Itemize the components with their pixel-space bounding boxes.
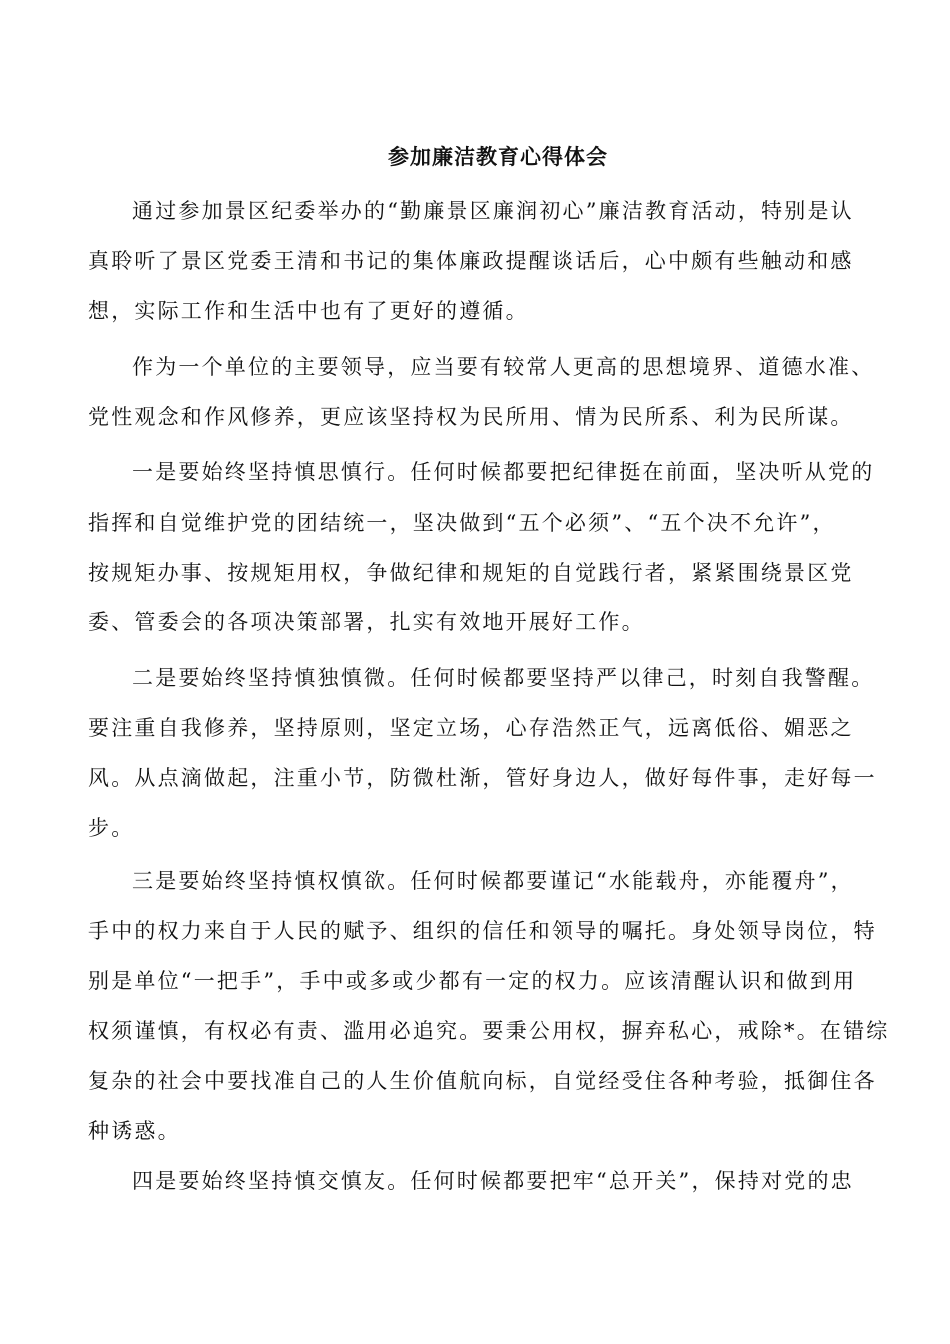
paragraph-6-line-1: 四是要始终坚持慎交慎友。任何时候都要把牢“总开关”，保持对党的忠 xyxy=(132,1169,854,1193)
paragraph-4-line-4: 步。 xyxy=(88,816,135,840)
paragraph-4-line-2: 要注重自我修养，坚持原则，坚定立场，心存浩然正气，远离低俗、媚恶之 xyxy=(88,716,854,740)
paragraph-4-line-1: 二是要始终坚持慎独慎微。任何时候都要坚持严以律己，时刻自我警醒。 xyxy=(132,666,875,690)
paragraph-3-line-4: 委、管委会的各项决策部署，扎实有效地开展好工作。 xyxy=(88,610,645,634)
paragraph-2-line-2: 党性观念和作风修养，更应该坚持权为民所用、情为民所系、利为民所谋。 xyxy=(88,405,854,429)
paragraph-5-line-3: 别是单位“一把手”，手中或多或少都有一定的权力。应该清醒认识和做到用 xyxy=(88,969,857,993)
paragraph-5-line-5: 复杂的社会中要找准自己的人生价值航向标，自觉经受住各种考验，抵御住各 xyxy=(88,1069,877,1093)
paragraph-3-line-1: 一是要始终坚持慎思慎行。任何时候都要把纪律挺在前面，坚决听从党的 xyxy=(132,460,875,484)
document-title: 参加廉洁教育心得体会 xyxy=(388,144,608,169)
paragraph-4-line-3: 风。从点滴做起，注重小节，防微杜渐，管好身边人，做好每件事，走好每一 xyxy=(88,766,877,790)
paragraph-1-line-1: 通过参加景区纪委举办的“勤廉景区廉润初心”廉洁教育活动，特别是认 xyxy=(132,199,854,223)
paragraph-5-line-6: 种诱惑。 xyxy=(88,1119,181,1143)
paragraph-5-line-2: 手中的权力来自于人民的赋予、组织的信任和领导的嘱托。身处领导岗位，特 xyxy=(88,919,877,943)
paragraph-3-line-3: 按规矩办事、按规矩用权，争做纪律和规矩的自觉践行者，紧紧围绕景区党 xyxy=(88,561,854,585)
paragraph-2-line-1: 作为一个单位的主要领导，应当要有较常人更高的思想境界、道德水准、 xyxy=(132,355,875,379)
paragraph-5-line-4: 权须谨慎，有权必有责、滥用必追究。要秉公用权，摒弃私心，戒除*。在错综 xyxy=(88,1019,890,1043)
paragraph-1-line-2: 真聆听了景区党委王清和书记的集体廉政提醒谈话后，心中颇有些触动和感 xyxy=(88,249,854,273)
paragraph-3-line-2: 指挥和自觉维护党的团结统一，坚决做到“五个必须”、“五个决不允许”， xyxy=(88,511,836,535)
paragraph-5-line-1: 三是要始终坚持慎权慎欲。任何时候都要谨记“水能载舟，亦能覆舟”， xyxy=(132,869,854,893)
paragraph-1-line-3: 想，实际工作和生活中也有了更好的遵循。 xyxy=(88,299,529,323)
